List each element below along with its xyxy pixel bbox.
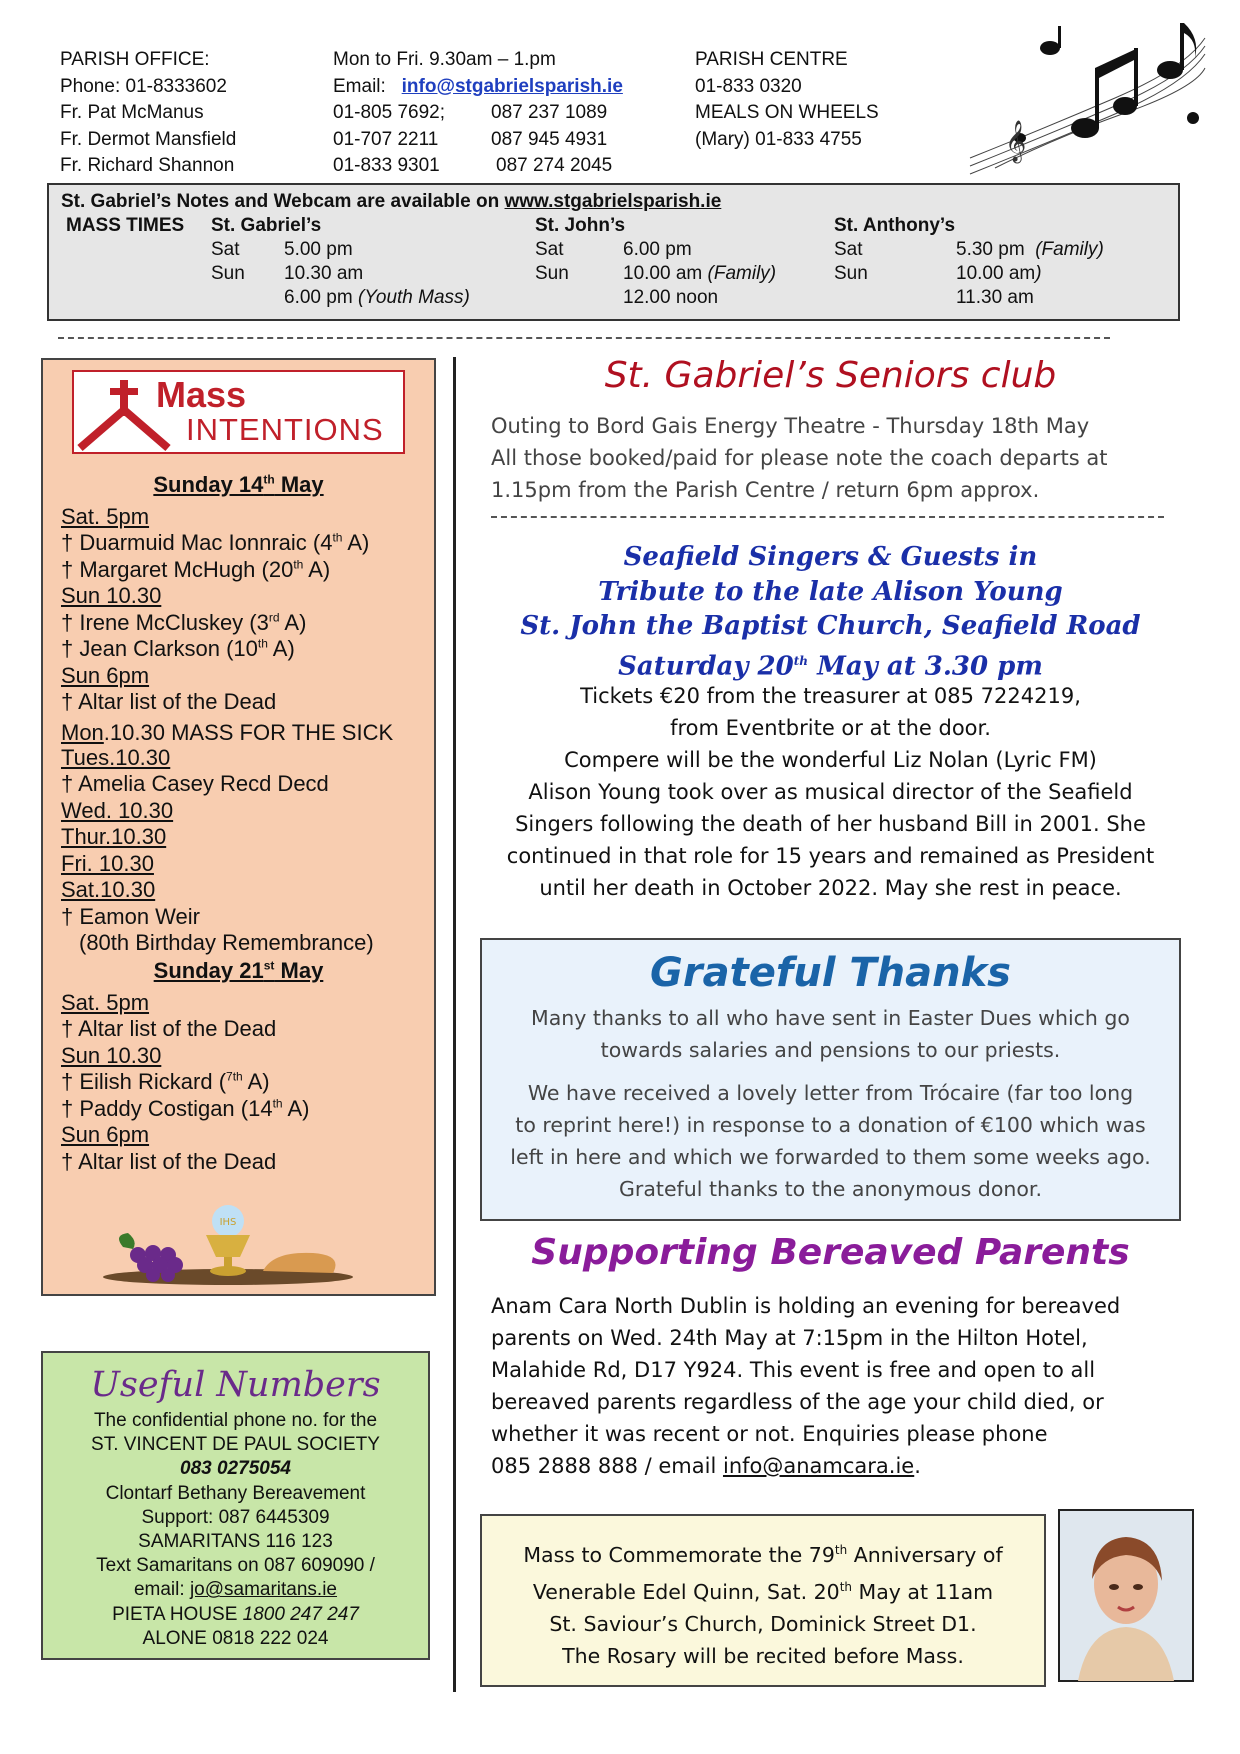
ordinal: st xyxy=(263,958,275,973)
punctuation: . xyxy=(914,1454,921,1478)
edel-line xyxy=(482,1571,1044,1608)
useful-line: Text Samaritans on 087 609090 / xyxy=(96,1555,375,1577)
edel-text: May at 11am xyxy=(852,1579,994,1604)
email-label: email: xyxy=(133,1579,190,1601)
grateful-thanks-box xyxy=(480,938,1181,1221)
useful-line xyxy=(43,1578,428,1602)
parish-centre-block xyxy=(695,47,879,153)
logo-word-intentions: INTENTIONS xyxy=(186,412,384,447)
useful-line xyxy=(43,1603,428,1627)
intention-item xyxy=(61,1069,270,1095)
bereaved-line: Malahide Rd, D17 Y924. This event is free and open to all xyxy=(491,1358,1096,1382)
priest-phone: 01-833 9301 xyxy=(333,155,440,176)
intention-text: † Paddy Costigan (14 xyxy=(61,1096,273,1121)
priest-phone: 01-707 2211 xyxy=(333,128,439,150)
mass-time-value: 5.30 pm xyxy=(956,239,1025,260)
day-label: Sun xyxy=(535,263,569,284)
mass-time: 12.00 noon xyxy=(623,287,719,308)
seafield-line: continued in that role for 15 years and remained as President xyxy=(506,844,1155,868)
mass-times-box xyxy=(47,183,1180,321)
day-label: Sun xyxy=(211,263,245,284)
mass-time: 5.00 pm xyxy=(284,239,353,260)
ordinal: th xyxy=(257,636,268,651)
pieta-label: PIETA HOUSE xyxy=(112,1603,243,1625)
email-label: Email: xyxy=(333,75,386,97)
seniors-line: Outing to Bord Gais Energy Theatre - Thursday 18th May xyxy=(491,414,1090,438)
edel-line: St. Saviour’s Church, Dominick Street D1. xyxy=(549,1611,977,1636)
meals-phone: (Mary) 01-833 4755 xyxy=(695,128,862,150)
day-label: Sat xyxy=(211,239,240,260)
website-link[interactable]: www.stgabrielsparish.ie xyxy=(504,191,722,212)
intention-suffix: A) xyxy=(242,1069,270,1094)
grateful-thanks-title: Grateful Thanks xyxy=(650,950,1011,996)
seafield-line: Alison Young took over as musical director of the Seafield xyxy=(528,780,1133,804)
pieta-phone: 1800 247 247 xyxy=(242,1603,359,1625)
church-st-anthonys: St. Anthony’s xyxy=(834,215,956,236)
ordinal: th xyxy=(793,653,809,668)
seafield-line: Singers following the death of her husband Bill in 2001. She xyxy=(515,812,1146,836)
logo-word-mass: Mass xyxy=(156,374,247,415)
useful-line: ST. VINCENT DE PAUL SOCIETY xyxy=(91,1434,380,1456)
webcam-notice xyxy=(61,191,721,213)
separator-line xyxy=(58,337,1110,339)
mass-slot: Sun 10.30 xyxy=(61,1043,162,1068)
intention-item: † Amelia Casey Recd Decd xyxy=(61,771,329,796)
webcam-notice-text: St. Gabriel’s Notes and Webcam are available on xyxy=(61,191,500,212)
priest-phone: 01-805 7692; xyxy=(333,102,445,123)
seafield-date-text: Saturday 20 xyxy=(618,651,794,682)
bereaved-body xyxy=(491,1290,1120,1482)
day-label: Sat xyxy=(535,239,564,260)
edel-text: Venerable Edel Quinn, Sat. 20 xyxy=(532,1579,840,1604)
intention-suffix: A) xyxy=(303,557,331,582)
mass-note: (Youth Mass) xyxy=(357,287,470,308)
intention-item xyxy=(61,1096,310,1122)
bereaved-parents-title: Supporting Bereaved Parents xyxy=(531,1232,1130,1273)
mass-slot: Wed. 10.30 xyxy=(61,798,174,823)
ordinal: 7th xyxy=(226,1069,243,1084)
seafield-title-block xyxy=(480,540,1181,684)
parish-centre-phone: 01-833 0320 xyxy=(695,75,802,97)
priest-name: Fr. Dermot Mansfield xyxy=(60,128,237,150)
mass-time xyxy=(623,263,776,285)
seafield-line: from Eventbrite or at the door. xyxy=(670,716,991,740)
useful-line: SAMARITANS 116 123 xyxy=(138,1531,333,1553)
mass-slot: Sat. 5pm xyxy=(61,504,150,529)
ordinal: th xyxy=(293,557,304,572)
seafield-time: May at 3.30 pm xyxy=(808,651,1043,682)
edel-line: The Rosary will be recited before Mass. xyxy=(562,1643,964,1668)
intention-suffix: A) xyxy=(267,636,295,661)
sunday-month: May xyxy=(274,472,324,497)
bereaved-phone: 085 2888 888 / email xyxy=(491,1454,723,1478)
priest-name: Fr. Richard Shannon xyxy=(60,155,235,176)
mass-note: ) xyxy=(1035,263,1042,284)
thanks-line: Grateful thanks to the anonymous donor. xyxy=(619,1177,1042,1201)
useful-line: The confidential phone no. for the xyxy=(93,1410,378,1431)
intention-suffix: A) xyxy=(279,610,307,635)
mass-sick-text: .10.30 MASS FOR THE SICK xyxy=(103,720,394,745)
thanks-line: Many thanks to all who have sent in Easter Dues which go xyxy=(531,1006,1130,1030)
intention-item: † Altar list of the Dead xyxy=(61,1016,277,1041)
seafield-venue: St. John the Baptist Church, Seafield Road xyxy=(520,611,1141,641)
intention-text: † Margaret McHugh (20 xyxy=(61,557,294,582)
seafield-line: Compere will be the wonderful Liz Nolan (Lyric FM) xyxy=(564,748,1097,772)
mass-slot xyxy=(61,720,393,746)
intention-item: † Eamon Weir xyxy=(61,904,200,929)
mass-time xyxy=(956,239,1104,261)
thanks-body xyxy=(482,1002,1179,1205)
useful-numbers-panel xyxy=(41,1351,430,1660)
seniors-club-title: St. Gabriel’s Seniors club xyxy=(604,355,1057,396)
sunday-heading xyxy=(43,958,434,984)
edel-text: Anniversary of xyxy=(847,1542,1003,1567)
mass-time: 10.30 am xyxy=(284,263,364,284)
bereaved-line: bereaved parents regardless of the age your child died, or xyxy=(491,1390,1104,1414)
seafield-body xyxy=(480,680,1181,904)
music-notes-icon xyxy=(965,18,1210,178)
mass-time: 6.00 pm xyxy=(623,239,692,260)
intention-suffix: A) xyxy=(282,1096,310,1121)
mass-slot: Sun 6pm xyxy=(61,1122,150,1147)
useful-line: ALONE 0818 222 024 xyxy=(142,1627,329,1649)
mass-intentions-panel xyxy=(41,358,436,1296)
intention-text: † Duarmuid Mac Ionnraic (4 xyxy=(61,530,333,555)
bereaved-line xyxy=(491,1450,1120,1482)
mass-time xyxy=(956,263,1042,285)
seniors-line: 1.15pm from the Parish Centre / return 6pm approx. xyxy=(491,478,1040,502)
mass-slot: Sun 10.30 xyxy=(61,583,162,608)
seniors-club-body xyxy=(491,410,1107,506)
samaritans-email-link[interactable]: jo@samaritans.ie xyxy=(189,1579,338,1601)
ordinal: th xyxy=(263,472,275,487)
mass-time: 11.30 am xyxy=(956,287,1034,308)
email-row xyxy=(333,74,623,101)
mass-slot: Fri. 10.30 xyxy=(61,851,154,876)
ordinal: th xyxy=(272,1096,283,1111)
parish-centre-label: PARISH CENTRE xyxy=(695,49,848,70)
useful-numbers-title: Useful Numbers xyxy=(90,1365,381,1405)
seafield-line: Tickets €20 from the treasurer at 085 7224219, xyxy=(580,684,1081,708)
chalice-bread-grapes-icon xyxy=(98,1205,363,1287)
edel-quinn-box xyxy=(480,1514,1046,1687)
church-st-gabriels: St. Gabriel’s xyxy=(211,215,322,236)
edel-body xyxy=(482,1534,1044,1672)
church-st-johns: St. John’s xyxy=(535,215,626,236)
ordinal: rd xyxy=(268,610,280,625)
intention-suffix: A) xyxy=(342,530,370,555)
svp-phone: 083 0275054 xyxy=(180,1458,291,1480)
intentions-logo xyxy=(72,370,405,454)
intention-text: † Eilish Rickard ( xyxy=(61,1069,227,1094)
bereaved-line: Anam Cara North Dublin is holding an evening for bereaved xyxy=(491,1294,1121,1318)
parish-office-label: PARISH OFFICE: xyxy=(60,49,210,70)
priest-mobile: 087 237 1089 xyxy=(491,102,608,123)
separator-line xyxy=(491,516,1164,518)
mass-slot: Sat. 5pm xyxy=(61,990,150,1015)
mass-times-label: MASS TIMES xyxy=(66,215,185,236)
seniors-line: All those booked/paid for please note the coach departs at xyxy=(491,446,1108,470)
edel-quinn-portrait xyxy=(1058,1509,1194,1682)
parish-office-block xyxy=(60,47,236,180)
edel-line xyxy=(482,1534,1044,1571)
svg-text:𝄞: 𝄞 xyxy=(1005,121,1027,162)
intention-text: † Jean Clarkson (10 xyxy=(61,636,258,661)
mass-time-value: 10.00 am xyxy=(956,263,1036,284)
host-inscription: IHS xyxy=(219,1217,237,1228)
mass-slot: Sun 6pm xyxy=(61,663,150,688)
intention-item: † Altar list of the Dead xyxy=(61,689,277,714)
day-label: Sun xyxy=(834,263,868,284)
thanks-line: to reprint here!) in response to a donation of €100 which was xyxy=(515,1113,1146,1137)
seafield-line: until her death in October 2022. May she rest in peace. xyxy=(539,876,1122,900)
sunday-heading xyxy=(43,472,434,498)
intention-note: (80th Birthday Remembrance) xyxy=(79,930,374,955)
bereaved-line: whether it was recent or not. Enquiries please phone xyxy=(491,1422,1048,1446)
intention-item xyxy=(61,636,295,662)
day-label: Mon xyxy=(61,720,104,745)
priest-mobile: 087 274 2045 xyxy=(496,155,613,176)
thanks-line: left in here and which we forwarded to them some weeks ago. xyxy=(510,1145,1151,1169)
office-hours: Mon to Fri. 9.30am – 1.pm xyxy=(333,49,556,70)
ordinal: th xyxy=(332,530,343,545)
mass-slot: Thur.10.30 xyxy=(61,824,167,849)
intention-item xyxy=(61,557,330,583)
mass-note: (Family) xyxy=(1035,239,1104,260)
useful-line: Support: 087 6445309 xyxy=(141,1506,330,1528)
ordinal: th xyxy=(834,1543,848,1557)
parish-email-link[interactable]: info@stgabrielsparish.ie xyxy=(401,75,623,97)
ordinal: th xyxy=(839,1579,852,1594)
intention-item xyxy=(61,610,306,636)
mass-note: (Family) xyxy=(707,263,777,284)
thanks-line: We have received a lovely letter from Trócaire (far too long xyxy=(527,1081,1134,1105)
seafield-title-line: Seafield Singers & Guests in xyxy=(623,542,1038,572)
mass-time-value: 10.00 am xyxy=(623,263,703,284)
parish-phone: Phone: 01-8333602 xyxy=(60,75,227,97)
seafield-title-line: Tribute to the late Alison Young xyxy=(598,576,1063,607)
thanks-line: towards salaries and pensions to our priests. xyxy=(600,1038,1061,1062)
bereaved-line: parents on Wed. 24th May at 7:15pm in the Hilton Hotel, xyxy=(491,1326,1088,1350)
sunday-month: May xyxy=(274,958,324,983)
mass-time-value: 6.00 pm xyxy=(284,287,353,308)
intention-item xyxy=(61,530,369,556)
mass-time xyxy=(284,287,470,309)
sunday-date: Sunday 21 xyxy=(153,958,264,983)
meals-label: MEALS ON WHEELS xyxy=(695,102,879,123)
intention-text: † Irene McCluskey (3 xyxy=(61,610,269,635)
priest-mobile: 087 945 4931 xyxy=(491,128,608,150)
seafield-date xyxy=(480,644,1181,684)
edel-text: Mass to Commemorate the 79 xyxy=(523,1542,835,1567)
day-label: Sat xyxy=(834,239,863,260)
mass-slot: Tues.10.30 xyxy=(61,745,171,770)
sunday-date: Sunday 14 xyxy=(153,472,264,497)
intention-item: † Altar list of the Dead xyxy=(61,1149,277,1174)
anamcara-email-link[interactable]: info@anamcara.ie xyxy=(722,1454,915,1478)
mobile-block xyxy=(491,100,612,180)
priest-name: Fr. Pat McManus xyxy=(60,102,204,123)
mass-slot: Sat.10.30 xyxy=(61,877,156,902)
column-divider xyxy=(453,357,456,1692)
useful-line: Clontarf Bethany Bereavement xyxy=(105,1482,366,1504)
